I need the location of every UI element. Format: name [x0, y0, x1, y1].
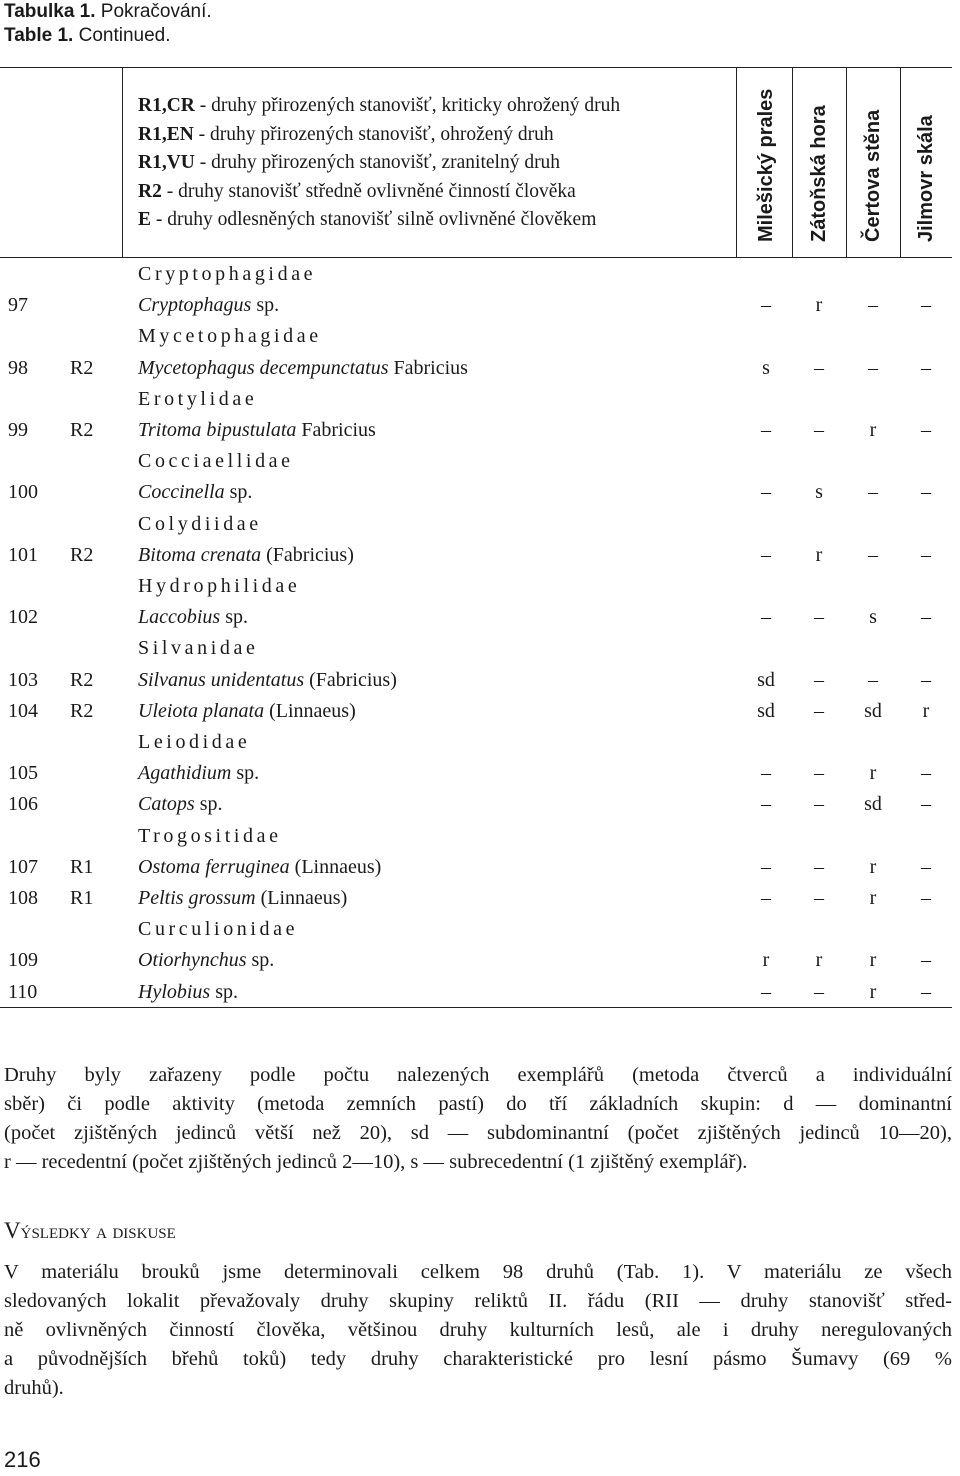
legend-code: R1,VU: [138, 152, 195, 173]
abundance-value: r: [869, 887, 877, 909]
species-category: R2: [70, 699, 94, 722]
family-row: [0, 321, 952, 352]
species-author: sp.: [251, 294, 280, 317]
legend-code: R2: [138, 180, 162, 202]
species-name: [138, 945, 274, 976]
abundance-value: –: [814, 793, 824, 816]
abundance-value: –: [868, 356, 878, 379]
abundance-value: –: [761, 294, 771, 317]
species-number: 109: [8, 949, 38, 972]
abundance-value: –: [921, 762, 931, 785]
abundance-value: –: [921, 855, 931, 878]
family-row: [0, 509, 952, 540]
legend-item: [138, 206, 620, 235]
abundance-value: r: [815, 294, 823, 317]
legend-code: R1,EN: [138, 123, 194, 145]
species-author: (Linnaeus): [255, 887, 348, 909]
species-name: [138, 477, 252, 508]
family-name: Curculionidae: [138, 918, 299, 941]
table-header-border: [0, 257, 952, 258]
caption-en-text: Continued.: [73, 25, 171, 46]
legend-item: [138, 92, 620, 121]
legend-code: R1,CR: [138, 95, 195, 116]
species-category: R2: [70, 356, 94, 379]
legend-item: [138, 149, 620, 178]
paragraph-line: a původnějších břehů toků) tedy druhy charakteristické pro lesní pásmo Šumavy (69 %: [4, 1348, 952, 1370]
species-binomial: Ostoma ferruginea: [138, 855, 290, 878]
abundance-value: –: [761, 793, 771, 816]
family-name: Silvanidae: [138, 637, 259, 660]
table-row: [0, 415, 952, 446]
table-row: [0, 540, 952, 571]
abundance-value: s: [815, 481, 823, 504]
family-name: Mycetophagidae: [138, 325, 322, 348]
site-header: Zátoňská hora: [808, 105, 830, 242]
species-name: [138, 696, 356, 727]
family-name: Cocciaellidae: [138, 450, 294, 473]
species-name: [138, 290, 279, 321]
species-name: [138, 415, 376, 446]
table-row: [0, 602, 952, 633]
abundance-value: r: [869, 762, 877, 785]
abundance-value: r: [869, 855, 877, 878]
family-name: Cryptophagidae: [138, 263, 317, 285]
col-divider-5: [900, 67, 901, 257]
species-category: R2: [70, 543, 94, 566]
col-divider-3: [792, 67, 793, 257]
abundance-value: –: [814, 606, 824, 629]
species-binomial: Otiorhynchus: [138, 949, 247, 972]
paragraph-line: druhů).: [4, 1377, 64, 1399]
abundance-value: –: [814, 887, 824, 909]
abundance-value: –: [761, 543, 771, 566]
species-binomial: Uleiota planata: [138, 699, 265, 722]
abundance-value: –: [921, 887, 931, 909]
species-author: sp.: [220, 606, 249, 629]
species-name: [138, 540, 354, 571]
species-number: 104: [8, 699, 38, 722]
species-author: sp.: [194, 793, 223, 816]
abundance-value: sd: [757, 699, 775, 722]
family-row: [0, 571, 952, 602]
abundance-value: s: [869, 606, 877, 629]
family-row: [0, 259, 952, 290]
legend-text: - druhy odlesněných stanovišť silně ovlivněné člověkem: [151, 209, 597, 230]
abundance-value: sd: [757, 668, 775, 691]
species-number: 99: [8, 419, 28, 441]
abundance-value: –: [814, 762, 824, 785]
table-row: [0, 758, 952, 789]
species-number: 103: [8, 668, 38, 691]
abundance-value: –: [761, 606, 771, 629]
abundance-value: –: [868, 543, 878, 566]
species-number: 105: [8, 762, 38, 785]
table-row: [0, 883, 952, 914]
col-divider-4: [846, 67, 847, 257]
abundance-value: –: [814, 668, 824, 691]
abundance-value: –: [814, 980, 824, 1003]
species-number: 110: [8, 980, 38, 1003]
species-number: 97: [8, 294, 28, 317]
abundance-value: –: [814, 419, 824, 441]
abundance-value: –: [921, 543, 931, 566]
species-binomial: Tritoma bipustulata: [138, 419, 297, 441]
legend-text: - druhy přirozených stanovišť, zranitelný druh: [194, 152, 561, 173]
legend-item: [138, 178, 620, 207]
site-header: Jilmovr skála: [915, 115, 937, 242]
site-header: Milešický prales: [755, 88, 777, 242]
species-number: 106: [8, 793, 38, 816]
species-binomial: Mycetophagus decempunctatus: [138, 356, 389, 379]
abundance-value: –: [761, 419, 771, 441]
abundance-value: –: [761, 980, 771, 1003]
species-number: 108: [8, 887, 38, 909]
table-row: [0, 852, 952, 883]
species-name: [138, 883, 347, 914]
species-name: [138, 789, 222, 820]
family-name: Hydrophilidae: [138, 575, 301, 597]
species-author: sp.: [210, 980, 239, 1003]
legend-text: - druhy přirozených stanovišť, ohrožený druh: [193, 123, 554, 145]
species-binomial: Coccinella: [138, 481, 225, 504]
species-author: sp.: [246, 949, 275, 972]
legend-item: [138, 121, 620, 150]
family-row: [0, 384, 952, 415]
results-paragraph: [4, 1258, 952, 1403]
abundance-value: r: [815, 949, 823, 972]
family-row: [0, 821, 952, 852]
species-binomial: Agathidium: [138, 762, 232, 785]
heading-initial: V: [4, 1218, 21, 1243]
species-number: 107: [8, 855, 38, 878]
species-name: [138, 852, 381, 883]
species-name: [138, 977, 238, 1008]
abundance-value: r: [815, 543, 823, 566]
site-header: Čertova stěna: [862, 109, 884, 242]
category-legend: [138, 92, 620, 235]
col-divider-2: [736, 67, 737, 257]
table-row: [0, 789, 952, 820]
abundance-value: –: [921, 980, 931, 1003]
species-category: R1: [70, 855, 94, 878]
family-row: [0, 633, 952, 664]
species-author: sp.: [231, 762, 260, 785]
paragraph-line: Druhy byly zařazeny podle počtu nalezených exemplářů (metoda čtverců a individuální: [4, 1064, 952, 1086]
abundance-value: –: [921, 668, 931, 691]
heading-word-3: diskuse: [112, 1218, 176, 1243]
species-author: (Fabricius): [304, 668, 397, 691]
caption-cz-text: Pokračování.: [95, 1, 212, 22]
abundance-value: sd: [864, 699, 882, 722]
species-binomial: Peltis grossum: [138, 887, 256, 909]
species-number: 101: [8, 543, 38, 566]
table-row: [0, 477, 952, 508]
species-number: 98: [8, 356, 28, 379]
table-row: [0, 665, 952, 696]
species-binomial: Catops: [138, 793, 195, 816]
family-name: Trogositidae: [138, 824, 282, 847]
abundance-value: r: [869, 419, 877, 441]
paragraph-line: (počet zjištěných jedinců větší než 20), sd — subdominantní (počet zjištěných jedinců 10—20),: [4, 1122, 952, 1144]
family-row: [0, 446, 952, 477]
abundance-value: –: [761, 481, 771, 504]
species-number: 100: [8, 481, 38, 504]
table-row: [0, 353, 952, 384]
species-category: R1: [70, 887, 94, 909]
heading-word-2: a: [90, 1218, 113, 1243]
species-binomial: Bitoma crenata: [138, 543, 262, 566]
abundance-value: –: [921, 949, 931, 972]
abundance-value: r: [762, 949, 770, 972]
paragraph-line: sběr) či podle aktivity (metoda zemních pastí) do tří základních skupin: d — dominantní: [4, 1093, 952, 1115]
table-row: [0, 945, 952, 976]
table-row: [0, 290, 952, 321]
species-number: 102: [8, 606, 38, 629]
species-binomial: Silvanus unidentatus: [138, 668, 305, 691]
paragraph-line: r — recedentní (počet zjištěných jedinců 2—10), s — subrecedentní (1 zjištěný exemplář).: [4, 1151, 748, 1173]
paragraph-line: sledovaných lokalit převažovaly druhy skupiny reliktů II. řádu (RII — druhy stanovišť střed-: [4, 1290, 952, 1312]
abundance-value: –: [868, 294, 878, 317]
paragraph-line: ně ovlivněných činností člověka, většinou druhy kulturních lesů, ale i druhy neregulovaných: [4, 1319, 952, 1341]
abundance-value: –: [761, 855, 771, 878]
species-author: Fabricius: [296, 419, 376, 441]
abundance-value: –: [868, 668, 878, 691]
species-category: R2: [70, 419, 94, 441]
abundance-value: –: [921, 793, 931, 816]
abundance-value: –: [921, 481, 931, 504]
abundance-value: –: [921, 294, 931, 317]
methods-paragraph: [4, 1061, 952, 1177]
table-row: [0, 696, 952, 727]
legend-text: - druhy stanovišť středně ovlivněné činností člověka: [161, 180, 576, 202]
species-binomial: Hylobius: [138, 980, 211, 1003]
species-author: (Linnaeus): [289, 855, 382, 878]
abundance-value: r: [869, 949, 877, 972]
family-name: Colydiidae: [138, 512, 262, 535]
species-category: R2: [70, 668, 94, 691]
abundance-value: –: [921, 606, 931, 629]
col-divider-1: [122, 67, 123, 257]
caption-cz-label: Tabulka 1.: [4, 1, 96, 22]
abundance-value: –: [814, 356, 824, 379]
heading-word-1: ýsledky: [20, 1218, 91, 1243]
abundance-value: r: [869, 980, 877, 1003]
abundance-value: –: [814, 699, 824, 722]
paragraph-line: V materiálu brouků jsme determinovali celkem 98 druhů (Tab. 1). V materiálu ze všech: [4, 1261, 952, 1283]
family-row: [0, 914, 952, 945]
species-author: (Fabricius): [261, 543, 354, 566]
abundance-value: –: [761, 762, 771, 785]
species-author: (Linnaeus): [264, 699, 356, 722]
abundance-value: sd: [864, 793, 882, 816]
family-row: [0, 727, 952, 758]
abundance-value: –: [921, 356, 931, 379]
table-caption: [4, 0, 212, 48]
legend-text: - druhy přirozených stanovišť, kriticky ohrožený druh: [194, 95, 621, 116]
page-number: 216: [4, 1447, 41, 1472]
species-name: [138, 602, 248, 633]
abundance-value: –: [761, 887, 771, 909]
species-author: sp.: [224, 481, 253, 504]
species-binomial: Cryptophagus: [138, 294, 252, 317]
species-name: [138, 665, 397, 696]
abundance-value: s: [762, 356, 770, 379]
legend-code: E: [138, 209, 152, 230]
species-author: Fabricius: [388, 356, 468, 379]
family-name: Leiodidae: [138, 731, 251, 753]
abundance-value: r: [922, 699, 930, 722]
abundance-value: –: [868, 481, 878, 504]
species-binomial: Laccobius: [138, 606, 221, 629]
table-row: [0, 977, 952, 1008]
caption-en-label: Table 1.: [4, 25, 74, 46]
section-heading: [4, 1216, 176, 1246]
species-name: [138, 758, 259, 789]
species-name: [138, 353, 468, 384]
family-name: Erotylidae: [138, 387, 258, 410]
abundance-value: –: [921, 419, 931, 441]
abundance-value: –: [814, 855, 824, 878]
